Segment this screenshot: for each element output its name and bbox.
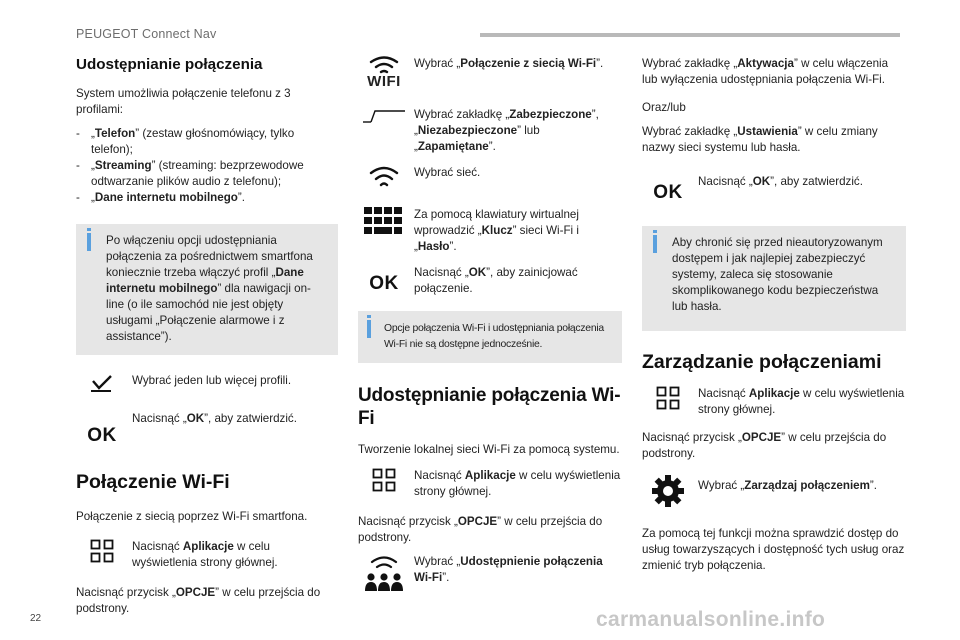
info-box: Po włączeniu opcji udostępniania połączenia za pośrednictwem smartfona koniecznie trzeba włączyć profil „Dane internetu mobilnego” dla nawigacji on-line (o ile samochód nie jest objęty usługami „Połączenie alarmowe i z assistance”).: [76, 224, 338, 355]
tab-bar-icon: [358, 107, 410, 125]
step-manage-connection: Wybrać „Zarządzaj połączeniem”.: [642, 474, 906, 508]
ok-icon: OK: [369, 272, 399, 294]
sharing-intro: System umożliwia połączenie telefonu z 3 profilami:: [76, 87, 291, 117]
ok-icon: OK: [87, 425, 117, 447]
step-select-tab: Wybrać zakładkę „Zabezpieczone”, „Niezabezpieczone” lub „Zapamiętane”.: [358, 107, 622, 155]
final-note: Za pomocą tej funkcji można sprawdzić dostęp do usług towarzyszących i dostępność tych usług oraz zmienić tryb połączenia.: [642, 527, 905, 573]
heading-wifi-sharing: Udostępnianie połączenia Wi-Fi: [358, 384, 621, 429]
settings-instruction: Wybrać zakładkę „Ustawienia” w celu zmiany nazwy sieci systemu lub hasła.: [642, 124, 878, 154]
header-rule: [480, 33, 900, 37]
step-apps: Nacisnąć Aplikacje w celu wyświetlenia strony głównej.: [76, 539, 338, 571]
apps-grid-icon: [358, 468, 410, 492]
step-keyboard: Za pomocą klawiatury wirtualnej wprowadzić „Klucz” sieci Wi-Fi i „Hasło”.: [358, 207, 622, 255]
options-instruction: Nacisnąć przycisk „OPCJE” w celu przejścia do podstrony.: [358, 515, 603, 545]
info-box: Aby chronić się przed nieautoryzowanym dostępem i jak najlepiej zabezpieczyć systemy, zaleca się stosowanie skomplikowanego kodu bezpieczeństwa lub hasła.: [642, 226, 906, 331]
options-instruction: Nacisnąć przycisk „OPCJE” w celu przejścia do podstrony.: [76, 585, 321, 615]
checkmark-icon: [76, 373, 128, 393]
step-select-sharing: Wybrać „Udostępnienie połączenia Wi-Fi”.: [358, 554, 622, 592]
apps-grid-icon: [76, 539, 128, 563]
info-icon: [653, 235, 657, 253]
ok-icon: OK: [653, 181, 683, 203]
options-instruction: Nacisnąć przycisk „OPCJE” w celu przejścia do podstrony.: [642, 431, 887, 461]
step-select-network: Wybrać sieć.: [358, 165, 622, 191]
info-icon: [87, 233, 91, 251]
info-box: Opcje połączenia Wi-Fi i udostępniania połączenia Wi-Fi nie są dostępne jednocześnie.: [358, 311, 622, 363]
page-number: 22: [30, 613, 42, 624]
wifi-users-icon: [358, 554, 410, 592]
watermark: carmanualsonline.info: [596, 608, 826, 631]
heading-wifi-connection: Połączenie Wi-Fi: [76, 471, 230, 494]
keyboard-icon: [358, 207, 410, 235]
column-1: [76, 56, 338, 625]
wifi-sharing-intro: Tworzenie lokalnej sieci Wi-Fi za pomocą systemu.: [358, 443, 620, 457]
column-2: [358, 56, 622, 602]
gear-icon: [642, 474, 694, 508]
and-or-text: Oraz/lub: [642, 100, 686, 114]
step-apps: Nacisnąć Aplikacje w celu wyświetlenia strony głównej.: [358, 468, 622, 500]
wifi-icon: WIFI: [358, 56, 410, 89]
wifi-intro: Połączenie z siecią poprzez Wi-Fi smartfona.: [76, 509, 308, 523]
running-header: PEUGEOT Connect Nav: [76, 27, 217, 41]
list-item: - „Dane internetu mobilnego”.: [76, 191, 245, 205]
heading-connection-management: Zarządzanie połączeniami: [642, 351, 882, 374]
column-3: [642, 56, 906, 582]
step-start-connection: OK Nacisnąć „OK”, aby zainicjować połączenie.: [358, 265, 622, 297]
wifi-icon: [358, 165, 410, 191]
step-apps: Nacisnąć Aplikacje w celu wyświetlenia strony głównej.: [642, 386, 906, 418]
apps-grid-icon: [642, 386, 694, 410]
step-confirm: OK Nacisnąć „OK”, aby zatwierdzić.: [642, 174, 906, 206]
profile-list: [76, 126, 338, 206]
step-wifi-connection: WIFI Wybrać „Połączenie z siecią Wi-Fi”.: [358, 56, 622, 89]
list-item: - „Telefon” (zestaw głośnomówiący, tylko telefon);: [76, 127, 295, 157]
heading-sharing: Udostępnianie połączenia: [76, 56, 263, 73]
activation-instruction: Wybrać zakładkę „Aktywacja” w celu włączenia lub wyłączenia udostępniania połączenia Wi-Fi.: [642, 57, 889, 86]
step-select-profiles: Wybrać jeden lub więcej profili.: [76, 373, 338, 393]
list-item: - „Streaming” (streaming: bezprzewodowe odtwarzanie plików audio z telefonu);: [76, 159, 304, 189]
info-icon: [367, 320, 371, 338]
step-confirm: OK Nacisnąć „OK”, aby zatwierdzić.: [76, 411, 338, 449]
